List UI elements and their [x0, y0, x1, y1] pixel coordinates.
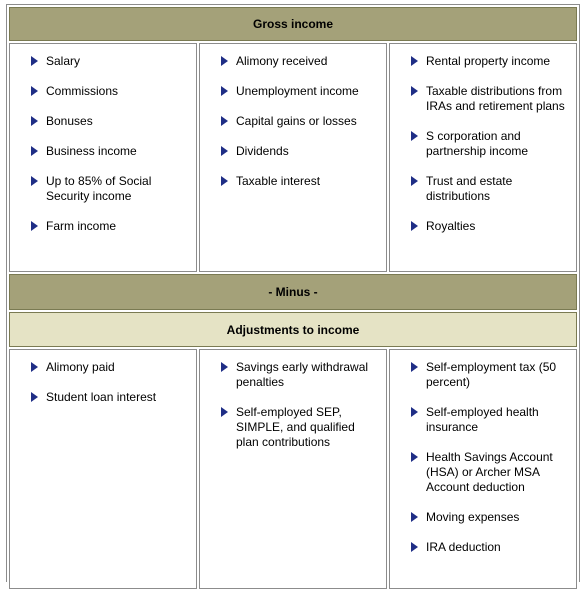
list-item	[426, 174, 572, 204]
triangle-right-icon	[221, 407, 228, 417]
list-item-label: Farm income	[46, 219, 117, 233]
list-item	[46, 390, 188, 405]
list-item-label: Self-employed health insurance	[426, 405, 539, 434]
list-item-label: Dividends	[236, 144, 289, 158]
gross-income-title: Gross income	[252, 17, 334, 31]
triangle-right-icon	[31, 146, 38, 156]
minus-divider	[9, 274, 577, 310]
list-item	[46, 144, 188, 159]
list-item	[46, 114, 188, 129]
list-item	[46, 84, 188, 99]
list-item-label: Self-employment tax (50 percent)	[426, 360, 557, 389]
list-item-label: Rental property income	[426, 54, 551, 68]
triangle-right-icon	[31, 116, 38, 126]
list-item-label: IRA deduction	[426, 540, 501, 554]
triangle-right-icon	[221, 116, 228, 126]
triangle-right-icon	[221, 362, 228, 372]
list-item	[46, 360, 188, 375]
list-item-label: Capital gains or losses	[236, 114, 357, 128]
triangle-right-icon	[411, 131, 418, 141]
list-item	[426, 129, 572, 159]
list-item-label: Commissions	[46, 84, 119, 98]
triangle-right-icon	[411, 56, 418, 66]
adjustments-header	[9, 312, 577, 347]
list-item-label: Business income	[46, 144, 137, 158]
adjustments-column-2	[199, 349, 387, 589]
list-item-label: Health Savings Account (HSA) or Archer MSA Account deduction	[426, 450, 553, 494]
triangle-right-icon	[31, 221, 38, 231]
list-item	[426, 54, 572, 69]
list-item-label: Unemployment income	[236, 84, 359, 98]
list-item-label: Alimony received	[236, 54, 328, 68]
list-item	[236, 114, 378, 129]
adjustments-column-3	[389, 349, 577, 589]
list-item-label: Taxable interest	[236, 174, 321, 188]
list-item	[236, 360, 378, 390]
list-item	[426, 450, 572, 495]
list-item	[46, 219, 188, 234]
list-item	[236, 144, 378, 159]
list-item-label: Moving expenses	[426, 510, 520, 524]
list-item	[46, 54, 188, 69]
triangle-right-icon	[411, 512, 418, 522]
income-table	[6, 4, 580, 582]
triangle-right-icon	[31, 86, 38, 96]
list-item	[426, 405, 572, 435]
gross-income-column-3	[389, 43, 577, 272]
minus-label: - Minus -	[268, 285, 318, 299]
triangle-right-icon	[411, 176, 418, 186]
adjustments-title: Adjustments to income	[226, 322, 360, 337]
triangle-right-icon	[31, 392, 38, 402]
triangle-right-icon	[411, 542, 418, 552]
gross-income-grid	[9, 43, 577, 272]
list-item	[426, 510, 572, 525]
list-item-label: Salary	[46, 54, 81, 68]
gross-income-column-1	[9, 43, 197, 272]
list-item-label: Alimony paid	[46, 360, 115, 374]
list-item-label: Royalties	[426, 219, 476, 233]
list-item	[426, 84, 572, 114]
list-item-label: Trust and estate distributions	[426, 174, 513, 203]
gross-income-header	[9, 7, 577, 41]
triangle-right-icon	[221, 86, 228, 96]
list-item	[236, 84, 378, 99]
list-item	[236, 54, 378, 69]
triangle-right-icon	[221, 146, 228, 156]
list-item	[46, 174, 188, 204]
list-item-label: Up to 85% of Social Security income	[46, 174, 152, 203]
triangle-right-icon	[411, 407, 418, 417]
list-item	[426, 219, 572, 234]
list-item-label: Self-employed SEP, SIMPLE, and qualified plan contributions	[236, 405, 355, 449]
triangle-right-icon	[221, 56, 228, 66]
list-item-label: S corporation and partnership income	[426, 129, 529, 158]
triangle-right-icon	[221, 176, 228, 186]
triangle-right-icon	[31, 176, 38, 186]
adjustments-grid	[9, 349, 577, 589]
list-item	[236, 405, 378, 450]
list-item	[236, 174, 378, 189]
triangle-right-icon	[411, 362, 418, 372]
triangle-right-icon	[411, 452, 418, 462]
list-item-label: Taxable distributions from IRAs and retirement plans	[426, 84, 565, 113]
list-item-label: Student loan interest	[46, 390, 157, 404]
list-item	[426, 540, 572, 555]
adjustments-column-1	[9, 349, 197, 589]
triangle-right-icon	[411, 86, 418, 96]
list-item-label: Bonuses	[46, 114, 93, 128]
triangle-right-icon	[411, 221, 418, 231]
list-item	[426, 360, 572, 390]
gross-income-column-2	[199, 43, 387, 272]
triangle-right-icon	[31, 362, 38, 372]
list-item-label: Savings early withdrawal penalties	[236, 360, 369, 389]
triangle-right-icon	[31, 56, 38, 66]
